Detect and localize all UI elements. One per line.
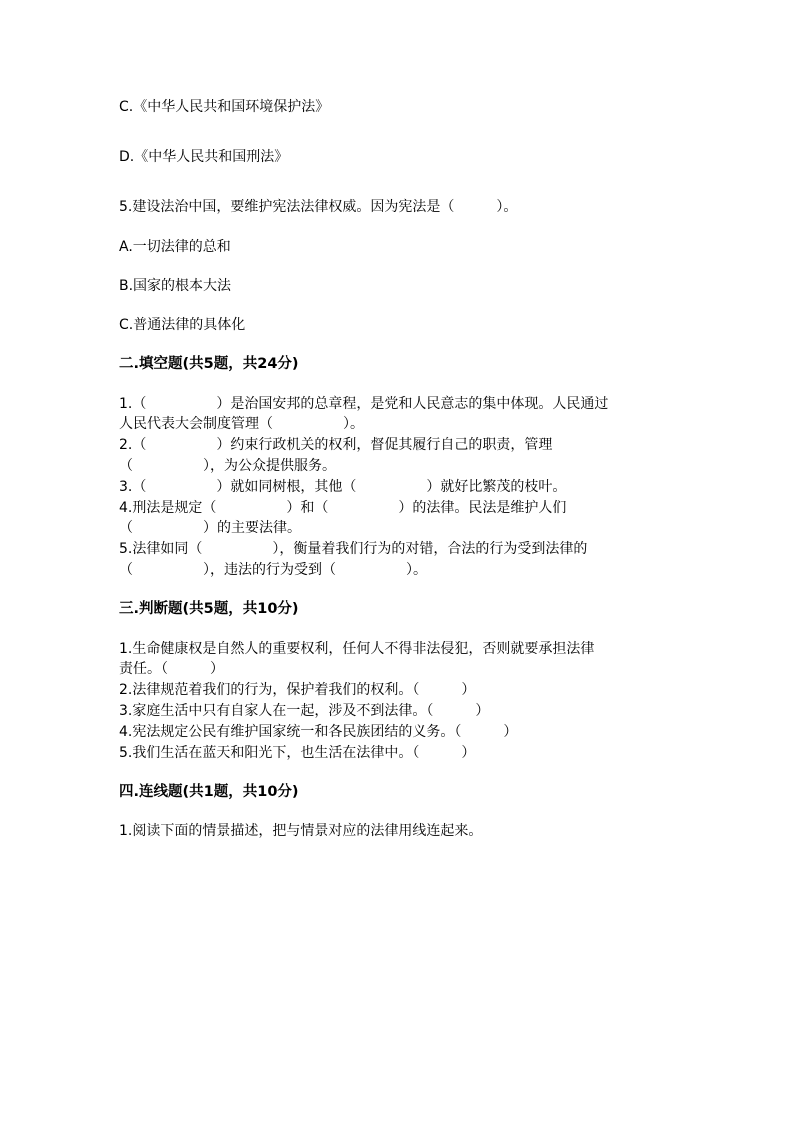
mc-question-5-stem: 5.建设法治中国，要维护宪法法律权威。因为宪法是（ ）。 — [119, 199, 518, 215]
fill-line: （ ）的主要法律。 — [119, 520, 301, 536]
fill-section-heading: 二.填空题(共5题，共24分) — [119, 356, 299, 372]
judge-line: 2.法律规范着我们的行为，保护着我们的权利。（ ） — [119, 682, 476, 698]
fill-line: 1.（ ）是治国安邦的总章程，是党和人民意志的集中体现。人民通过 — [119, 396, 609, 412]
judge-line: 4.宪法规定公民有维护国家统一和各民族团结的义务。（ ） — [119, 724, 518, 740]
fill-line: （ ），违法的行为受到（ ）。 — [119, 562, 427, 578]
fill-line: 2.（ ）约束行政机关的权利，督促其履行自己的职责，管理 — [119, 437, 553, 453]
judge-line: 责任。（ ） — [119, 661, 224, 677]
fill-line: 3.（ ）就如同树根，其他（ ）就好比繁茂的枝叶。 — [119, 479, 567, 495]
mc-question-5-option-c: C.普通法律的具体化 — [119, 317, 246, 333]
judge-line: 5.我们生活在蓝天和阳光下，也生活在法律中。（ ） — [119, 745, 476, 761]
judge-section-heading: 三.判断题(共5题，共10分) — [119, 601, 299, 617]
match-section-heading: 四.连线题(共1题，共10分) — [119, 784, 299, 800]
fill-line: 人民代表大会制度管理（ ）。 — [119, 416, 364, 432]
judge-line: 3.家庭生活中只有自家人在一起，涉及不到法律。（ ） — [119, 703, 490, 719]
fill-line: 5.法律如同（ ），衡量着我们行为的对错，合法的行为受到法律的 — [119, 541, 588, 557]
mc-question-5-option-a: A.一切法律的总和 — [119, 239, 231, 255]
fill-line: （ ），为公众提供服务。 — [119, 458, 336, 474]
fill-line: 4.刑法是规定（ ）和（ ）的法律。民法是维护人们 — [119, 500, 567, 516]
mc-option-d: D.《中华人民共和国刑法》 — [119, 149, 289, 165]
mc-question-5-option-b: B.国家的根本大法 — [119, 278, 232, 294]
match-line: 1.阅读下面的情景描述，把与情景对应的法律用线连起来。 — [119, 823, 483, 839]
judge-line: 1.生命健康权是自然人的重要权利，任何人不得非法侵犯，否则就要承担法律 — [119, 641, 595, 657]
mc-option-c: C.《中华人民共和国环境保护法》 — [119, 99, 330, 115]
